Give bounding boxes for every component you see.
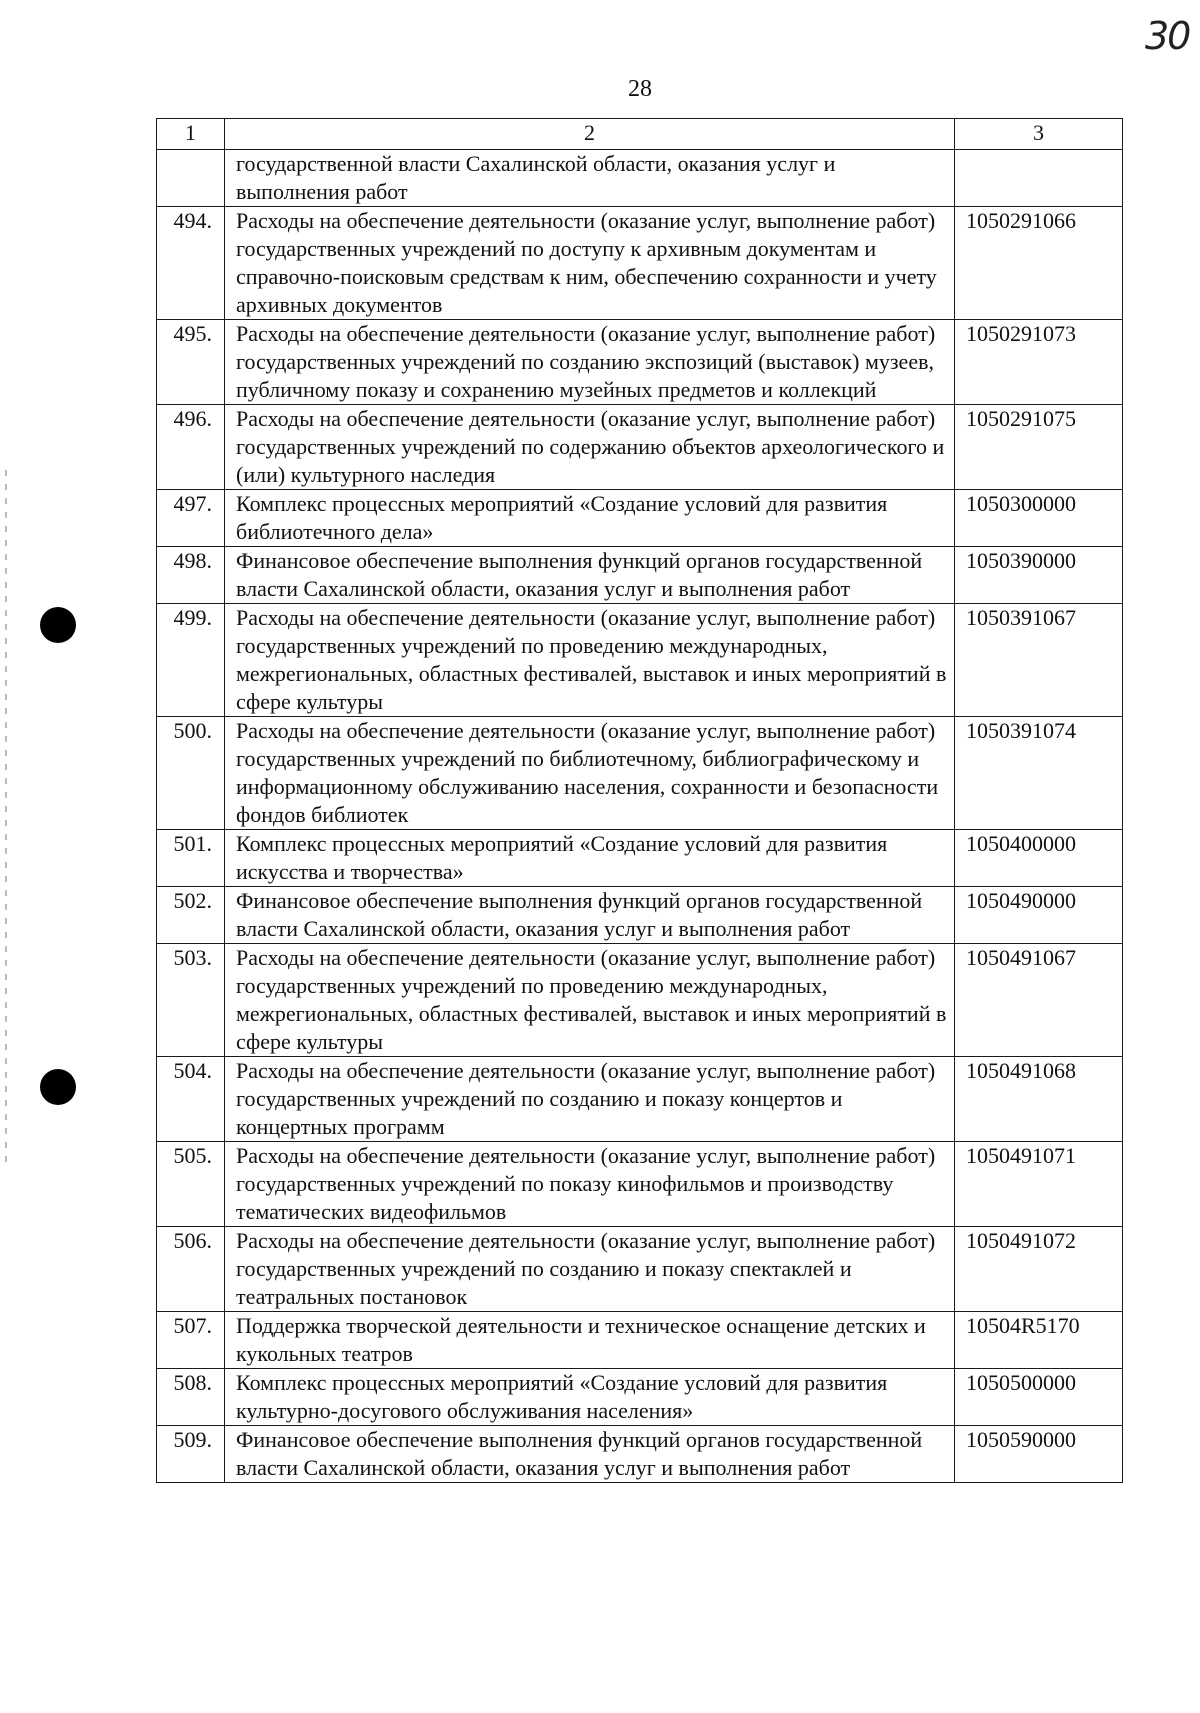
- row-name: Расходы на обеспечение деятельности (оказание услуг, выполнение работ) государственных учреждений по содержанию объектов археологического и (или) культурного наследия: [225, 405, 955, 490]
- row-name: Финансовое обеспечение выполнения функций органов государственной власти Сахалинской области, оказания услуг и выполнения работ: [225, 887, 955, 944]
- punch-hole-top: [40, 607, 76, 643]
- row-code: [955, 150, 1123, 207]
- row-code: 1050291066: [955, 207, 1123, 320]
- row-code: 1050291075: [955, 405, 1123, 490]
- row-code: 1050490000: [955, 887, 1123, 944]
- table-row: [157, 717, 1123, 830]
- punch-hole-bottom: [40, 1069, 76, 1105]
- scan-edge-marks: [5, 470, 7, 1170]
- row-code: 10504R5170: [955, 1312, 1123, 1369]
- table-row: [157, 405, 1123, 490]
- row-name: Поддержка творческой деятельности и техническое оснащение детских и кукольных театров: [225, 1312, 955, 1369]
- row-name: Расходы на обеспечение деятельности (оказание услуг, выполнение работ) государственных учреждений по показу кинофильмов и производству тематических видеофильмов: [225, 1142, 955, 1227]
- row-code: 1050491072: [955, 1227, 1123, 1312]
- row-number: 499.: [157, 604, 225, 717]
- table-row: [157, 1142, 1123, 1227]
- row-number: 506.: [157, 1227, 225, 1312]
- page-number: 28: [628, 76, 652, 102]
- table-row: [157, 1369, 1123, 1426]
- row-code: 1050390000: [955, 547, 1123, 604]
- table-row: [157, 887, 1123, 944]
- row-code: 1050291073: [955, 320, 1123, 405]
- table-row: [157, 1426, 1123, 1483]
- row-number: 501.: [157, 830, 225, 887]
- row-name: Расходы на обеспечение деятельности (оказание услуг, выполнение работ) государственных учреждений по библиотечному, библиографическому и информационному обслуживанию населения, сохранности и безопасности фондов библиотек: [225, 717, 955, 830]
- row-code: 1050491068: [955, 1057, 1123, 1142]
- row-name: Расходы на обеспечение деятельности (оказание услуг, выполнение работ) государственных учреждений по проведению международных, межрегиональных, областных фестивалей, выставок и иных мероприятий в сфере культуры: [225, 944, 955, 1057]
- table-row: [157, 1227, 1123, 1312]
- row-name: Расходы на обеспечение деятельности (оказание услуг, выполнение работ) государственных учреждений по проведению международных, межрегиональных, областных фестивалей, выставок и иных мероприятий в сфере культуры: [225, 604, 955, 717]
- row-code: 1050491071: [955, 1142, 1123, 1227]
- row-number: 509.: [157, 1426, 225, 1483]
- row-number: [157, 150, 225, 207]
- row-number: 504.: [157, 1057, 225, 1142]
- row-code: 1050500000: [955, 1369, 1123, 1426]
- row-number: 497.: [157, 490, 225, 547]
- table-row: [157, 1312, 1123, 1369]
- row-code: 1050300000: [955, 490, 1123, 547]
- table-row: [157, 490, 1123, 547]
- row-code: 1050391074: [955, 717, 1123, 830]
- budget-classification-table: [156, 118, 1123, 1483]
- column-header-number: 1: [157, 119, 225, 150]
- table-row: [157, 1057, 1123, 1142]
- row-number: 495.: [157, 320, 225, 405]
- row-code: 1050491067: [955, 944, 1123, 1057]
- handwritten-page-number: 30: [1145, 14, 1190, 58]
- row-code: 1050391067: [955, 604, 1123, 717]
- row-name: Комплекс процессных мероприятий «Создание условий для развития библиотечного дела»: [225, 490, 955, 547]
- row-number: 503.: [157, 944, 225, 1057]
- row-name: Расходы на обеспечение деятельности (оказание услуг, выполнение работ) государственных учреждений по созданию экспозиций (выставок) музеев, публичному показу и сохранению музейных предметов и коллекций: [225, 320, 955, 405]
- table-header-row: [157, 119, 1123, 150]
- row-name: Расходы на обеспечение деятельности (оказание услуг, выполнение работ) государственных учреждений по созданию и показу концертов и концертных программ: [225, 1057, 955, 1142]
- row-name: Расходы на обеспечение деятельности (оказание услуг, выполнение работ) государственных учреждений по созданию и показу спектаклей и театральных постановок: [225, 1227, 955, 1312]
- row-name: Комплекс процессных мероприятий «Создание условий для развития искусства и творчества»: [225, 830, 955, 887]
- row-number: 505.: [157, 1142, 225, 1227]
- row-code: 1050590000: [955, 1426, 1123, 1483]
- table-row: [157, 320, 1123, 405]
- column-header-code: 3: [955, 119, 1123, 150]
- row-number: 498.: [157, 547, 225, 604]
- row-name: Расходы на обеспечение деятельности (оказание услуг, выполнение работ) государственных учреждений по доступу к архивным документам и справочно-поисковым средствам к ним, обеспечению сохранности и учету архивных документов: [225, 207, 955, 320]
- table-row: [157, 830, 1123, 887]
- row-number: 507.: [157, 1312, 225, 1369]
- table-row: [157, 150, 1123, 207]
- table-row: [157, 604, 1123, 717]
- table-row: [157, 547, 1123, 604]
- row-name: Комплекс процессных мероприятий «Создание условий для развития культурно-досугового обслуживания населения»: [225, 1369, 955, 1426]
- row-name: Финансовое обеспечение выполнения функций органов государственной власти Сахалинской области, оказания услуг и выполнения работ: [225, 547, 955, 604]
- row-code: 1050400000: [955, 830, 1123, 887]
- row-name: государственной власти Сахалинской области, оказания услуг и выполнения работ: [225, 150, 955, 207]
- row-number: 496.: [157, 405, 225, 490]
- row-number: 494.: [157, 207, 225, 320]
- row-number: 500.: [157, 717, 225, 830]
- row-name: Финансовое обеспечение выполнения функций органов государственной власти Сахалинской области, оказания услуг и выполнения работ: [225, 1426, 955, 1483]
- table-row: [157, 944, 1123, 1057]
- row-number: 502.: [157, 887, 225, 944]
- column-header-name: 2: [225, 119, 955, 150]
- table-row: [157, 207, 1123, 320]
- row-number: 508.: [157, 1369, 225, 1426]
